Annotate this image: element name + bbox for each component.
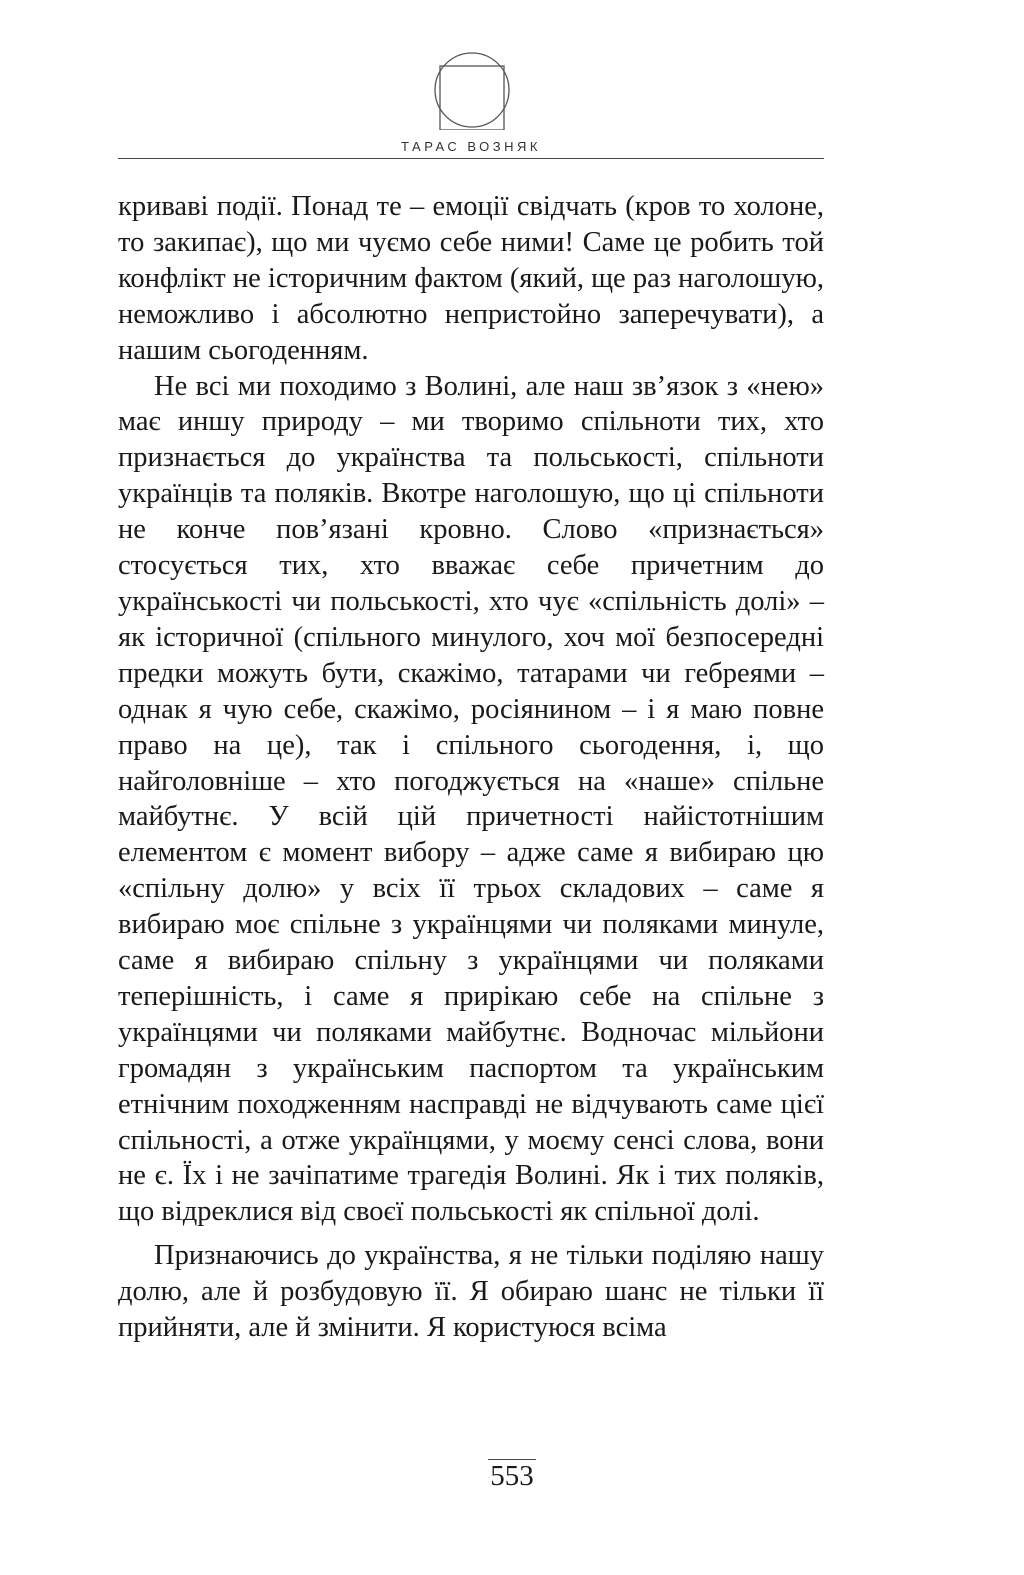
page-number: 553 (490, 1460, 534, 1492)
circle-square-emblem-icon (432, 50, 512, 130)
paragraph-3: Признаючись до українства, я не тільки поділяю нашу долю, але й розбудовую її. Я обираю шанс не тільки її прийняти, але й змінити. Я користуюся всіма (118, 1240, 824, 1344)
body-text (118, 189, 824, 1346)
paragraph-1: криваві події. Понад те – емоції свідчать (кров то холоне, то закипає), що ми чуємо себе ними! Саме це робить той конфлікт не історичним фактом (який, ще раз наголошую, неможливо і абсолютно непристойно заперечувати), а нашим сьогоденням. (118, 191, 824, 366)
header-rule (118, 158, 824, 159)
page-header (118, 40, 824, 164)
paragraph-2: Не всі ми походимо з Волині, але наш зв’язок з «нею» має иншу природу – ми творимо спільноти тих, хто признається до українства та польськості, спільноти українців та поляків. Вкотре наголошую, що ці спільноти не конче пов’язані кровно. Слово «признається» стосується тих, хто вважає себе причетним до українськості чи польськості, хто чує «спільність долі» – як історичної (спільного минулого, хоч мої безпосередні предки можуть бути, скажімо, татарами чи гебреями – однак я чую себе, скажімо, росіянином – і я маю повне право на це), так і спільного сьогодення, і, що найголовніше – хто погоджується на «наше» спільне майбутнє. У всій цій причетності найістотнішим елементом є момент вибору – адже саме я вибираю цю «спільну долю» у всіх її трьох складових – саме я вибираю моє спільне з українцями чи поляками минуле, саме я вибираю спільну з українцями чи поляками теперішність, і саме я прирікаю себе на спільне з українцями чи поляками майбутнє. Водночас мільйони громадян з українським паспортом та українським етнічним походженням насправді не відчувають саме цієї спільності, а отже українцями, у моєму сенсі слова, вони не є. Їх і не зачіпатиме трагедія Волині. Як і тих поляків, що відреклися від своєї польськості як спільної долі. (118, 370, 824, 1228)
page-number-container (0, 1460, 1024, 1493)
running-head: ТАРАС ВОЗНЯК (401, 139, 541, 154)
